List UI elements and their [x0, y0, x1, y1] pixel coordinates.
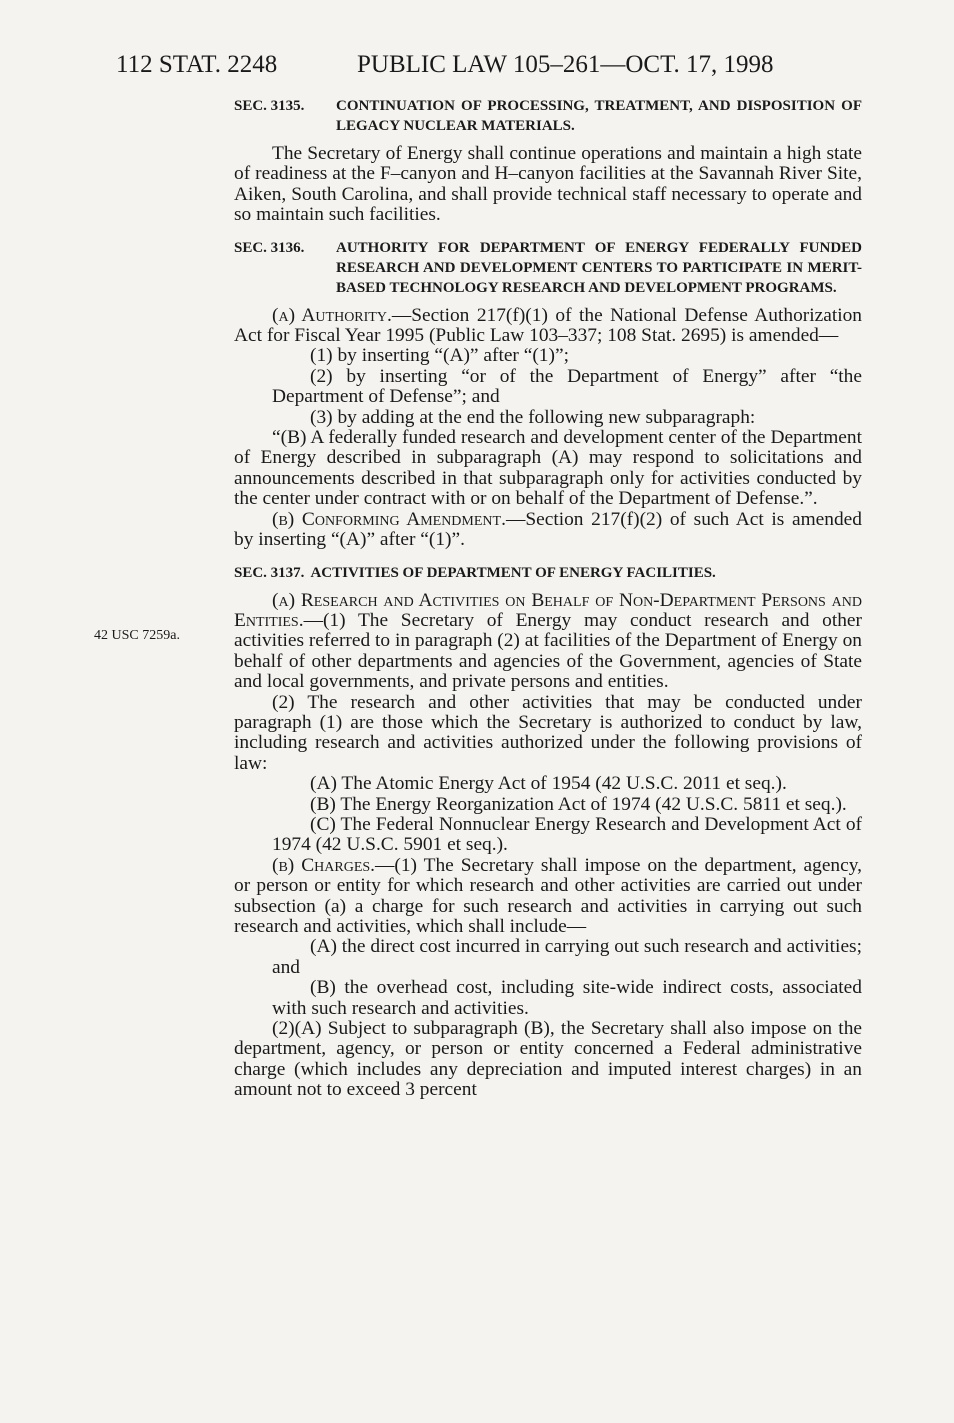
subsection-label: (a) Authority. — [272, 304, 392, 326]
subsection-label: (b) Conforming Amendment. — [272, 508, 506, 530]
section-3137-heading — [234, 563, 862, 583]
paragraph-2: (2) The research and other activities that may be conducted under paragraph (1) are those which the Secretary is authorized to conduct by law, including research and activities authorized under the following provisions of law: — [234, 691, 862, 774]
paragraph-2: (2) by inserting “or of the Department of Energy” after “the Department of Defense”; and — [272, 365, 862, 408]
page-header — [116, 51, 776, 81]
subparagraph-B: (B) the overhead cost, including site-wide indirect costs, associated with such research and activities. — [272, 977, 862, 1019]
subsection-text: —Section 217(f)(1) of the National Defense Authorization Act for Fiscal Year 1995 (Public Law 103–337; 108 Stat. 2695) is amended— — [234, 304, 863, 347]
statute-page-number: 112 STAT. 2248 — [116, 51, 278, 78]
section-title: AUTHORITY FOR DEPARTMENT OF ENERGY FEDERALLY FUNDED RESEARCH AND DEVELOPMENT CENTERS TO PARTICIPATE IN MERIT-BASED TECHNOLOGY RESEARCH AND DEVELOPMENT PROGRAMS. — [336, 239, 862, 296]
subsection-b — [234, 856, 862, 938]
section-3135-heading — [234, 96, 862, 136]
subsection-b — [234, 510, 862, 551]
subparagraph-B: (B) The Energy Reorganization Act of 1974 (42 U.S.C. 5811 et seq.). — [310, 793, 847, 815]
subsection-a — [234, 306, 862, 347]
section-3135-body: The Secretary of Energy shall continue operations and maintain a high state of readiness at the F–canyon and H–canyon facilities at the Savannah River Site, Aiken, South Carolina, and shall provide technical staff necessary to operate and so maintain such facilities. — [234, 143, 862, 226]
public-law-title: PUBLIC LAW 105–261—OCT. 17, 1998 — [357, 51, 774, 78]
section-title: CONTINUATION OF PROCESSING, TREATMENT, AND DISPOSITION OF LEGACY NUCLEAR MATERIALS. — [336, 98, 862, 134]
subsection-label: (b) Charges. — [272, 854, 376, 876]
paragraph-3: (3) by adding at the end the following new subparagraph: — [310, 406, 756, 428]
section-number: SEC. 3137. — [234, 564, 305, 581]
subparagraph-A: (A) The Atomic Energy Act of 1954 (42 U.S.C. 2011 et seq.). — [310, 773, 787, 795]
section-3136-heading — [234, 238, 862, 298]
subsection-text: —(1) The Secretary of Energy may conduct research and other activities referred to in paragraph (2) at facilities of the Department of Energy on behalf of other departments and agencies of the Government, agencies of State and local governments, and private persons and entities. — [234, 609, 862, 693]
subparagraph-C: (C) The Federal Nonnuclear Energy Research and Development Act of 1974 (42 U.S.C. 5901 et seq.). — [272, 813, 862, 856]
margin-note: 42 USC 7259a. — [94, 628, 180, 643]
section-title: ACTIVITIES OF DEPARTMENT OF ENERGY FACILITIES. — [310, 564, 716, 581]
paragraph-2: (2)(A) Subject to subparagraph (B), the Secretary shall also impose on the department, agency, or person or entity concerned a Federal administrative charge (which includes any depreciation and imputed interest charges) in an amount not to exceed 3 percent — [234, 1018, 862, 1101]
document-body — [234, 96, 862, 1101]
section-number: SEC. 3136. — [234, 239, 305, 256]
paragraph-1: (1) by inserting “(A)” after “(1)”; — [310, 345, 569, 367]
quoted-subparagraph: “(B) A federally funded research and development center of the Department of Energy described in subparagraph (A) may respond to solicitations and announcements described in that subparagraph only for activities conducted by the center under contract with or on behalf of the Department of Defense.”. — [234, 427, 862, 510]
subsection-text: —(1) The Secretary shall impose on the department, agency, or person or entity for which research and other activities are carried out under subsection (a) a charge for such research and activities in carrying out such research and activities, which shall include— — [234, 854, 863, 937]
subparagraph-A: (A) the direct cost incurred in carrying out such research and activities; and — [272, 936, 862, 978]
subsection-a — [234, 591, 862, 693]
subsection-label: (a) Research and Activities on Behalf of Non-Department Persons and Entities. — [234, 589, 862, 631]
section-number: SEC. 3135. — [234, 98, 305, 114]
subsection-text: —Section 217(f)(2) of such Act is amended by inserting “(A)” after “(1)”. — [234, 508, 862, 551]
